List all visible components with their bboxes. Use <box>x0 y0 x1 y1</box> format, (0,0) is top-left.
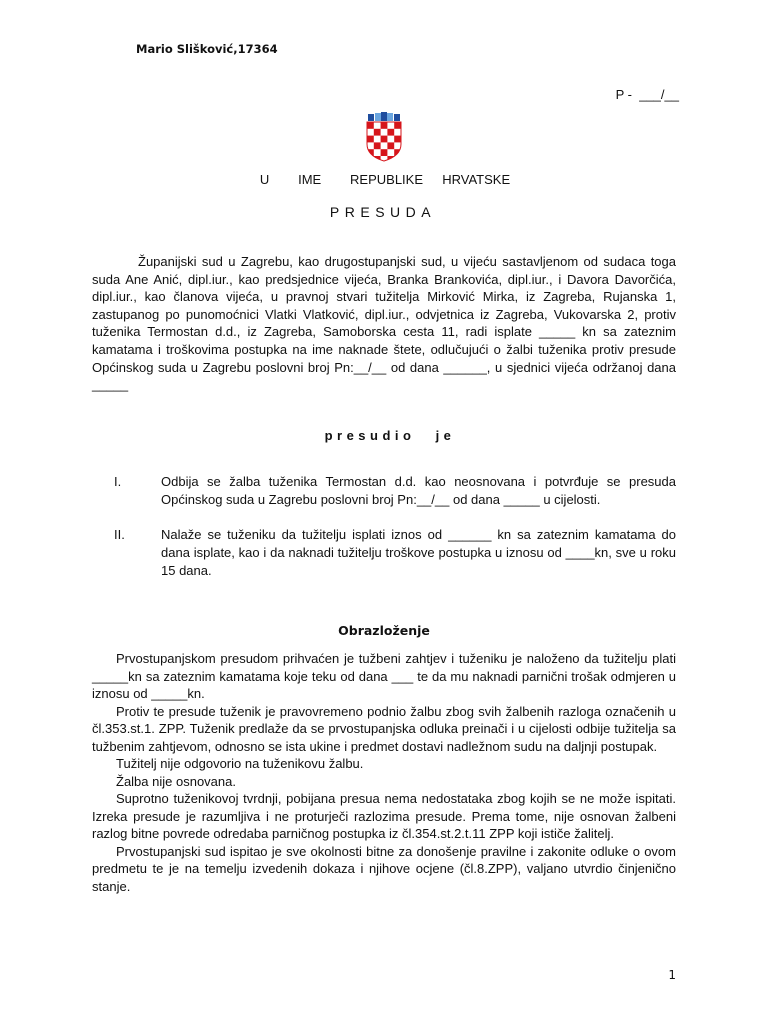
heading-presuda: PRESUDA <box>329 204 437 220</box>
checkerboard <box>367 122 401 162</box>
reasoning-paragraph: Prvostupanjski sud ispitao je sve okolnosti bitne za donošenje pravilne i zakonite odluke o ovom predmetu te je na temelju izvedenih dokaza i njihove ocjene (čl.8.ZPP), valjano utvrdio činjenično stanje. <box>92 843 676 894</box>
heading-obrazlozenje: Obrazloženje <box>338 623 430 638</box>
case-reference: P - ___/__ <box>615 87 679 102</box>
reasoning-paragraph: Tužitelj nije odgovorio na tuženikovu žalbu. <box>116 756 364 771</box>
croatian-coat-of-arms-icon <box>364 112 404 162</box>
verdict-item-1 <box>114 473 676 509</box>
heading-presudio: presudio je <box>324 428 456 443</box>
reasoning-paragraph: Žalba nije osnovana. <box>116 773 236 789</box>
crown <box>368 112 400 121</box>
reasoning-body <box>92 650 676 895</box>
verdict-item-text: Nalaže se tuženiku da tužitelju isplati iznos od ______ kn sa zateznim kamatama do dana isplate, kao i da naknadi tužitelju troškove postupka u iznosu od ____kn, sve u roku 15 dana. <box>161 527 676 578</box>
page-number: 1 <box>668 968 676 982</box>
verdict-item-text: Odbija se žalba tuženika Termostan d.d. kao neosnovana i potvrđuje se presuda Općinskog suda u Zagrebu poslovni broj Pn:__/__ od dana _____ u cijelosti. <box>161 474 676 507</box>
verdict-item-number: II. <box>114 527 125 542</box>
verdict-item-number: I. <box>114 474 122 489</box>
reasoning-paragraph: Suprotno tuženikovoj tvrdnji, pobijana presua nema nedostataka zbog kojih se ne može ispitati. Izreka presude je razumljiva i ne proturječi razlozima presude. Prema tome, nije osnovan žalbeni razlog bitne povrede odredaba parničnog postupka iz čl.354.st.2.t.11 ZPP koji ističe žalitelj. <box>92 791 676 841</box>
intro-paragraph: Županijski sud u Zagrebu, kao drugostupanjski sud, u vijeću sastavljenom od sudaca toga suda Ane Anić, dipl.iur., kao predsjednice vijeća, Branka Brankovića, dipl.iur., i Davora Davorčića, dipl.iur., kao članova vijeća, u pravnoj stvari tužitelja Mirković Mirka, iz Zagreba, Rujanska 1, zastupanog po punomoćnici Vlatki Vlatković, dipl.iur., odvjetnica iz Zagreba, Vukovarska 2, protiv tuženika Termostan d.d., iz Zagreba, Samoborska cesta 11, radi isplate _____ kn sa zateznim kamatama i troškovima postupka na ime naknade štete, odlučujući o žalbi tuženika protiv presude Općinskog suda u Zagrebu poslovni broj Pn:__/__ od dana ______, u sjednici vijeća održanoj dana _____ <box>92 254 676 393</box>
author-line: Mario Slišković,17364 <box>136 42 278 56</box>
reasoning-paragraph: Prvostupanjskom presudom prihvaćen je tužbeni zahtjev i tuženiku je naloženo da tužitelju plati _____kn sa zateznim kamatama koje teku od dana ___ te da mu naknadi parnični trošak odmjeren u iznosu od _____kn. <box>92 651 676 701</box>
heading-republic: U IME REPUBLIKE HRVATSKE <box>259 172 511 187</box>
reasoning-paragraph: Protiv te presude tuženik je pravovremeno podnio žalbu zbog svih žalbenih razloga označenih u čl.353.st.1. ZPP. Tuženik predlaže da se prvostupanjska odluka preinači i u cijelosti odbije tužitelja sa tužbenim zahtjevom, odnosno se ista ukine i predmet dostavi nadležnom sudu na daljnji postupak. <box>92 703 676 754</box>
verdict-item-2 <box>114 526 676 580</box>
